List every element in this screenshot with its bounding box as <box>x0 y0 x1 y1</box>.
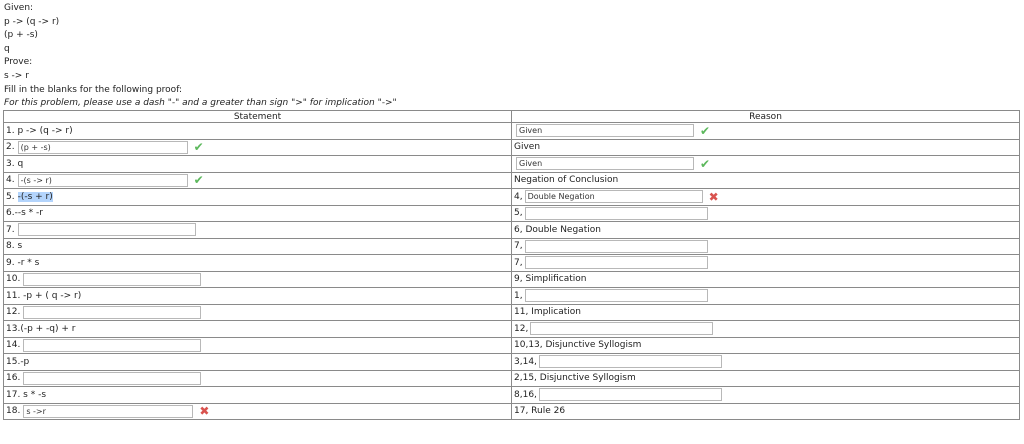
proof-row <box>4 139 1020 156</box>
reason-cell <box>512 370 1020 387</box>
reason-text: 11, Implication <box>514 307 582 318</box>
statement-input[interactable]: -(s -> r) <box>18 174 188 187</box>
statement-cell <box>4 271 512 288</box>
reason-text: 6, Double Negation <box>514 224 601 235</box>
statement-cell <box>4 370 512 387</box>
reason-cell <box>512 337 1020 354</box>
proof-row <box>4 288 1020 305</box>
statement-cell <box>4 238 512 255</box>
prove-label: Prove: <box>4 57 33 68</box>
reason-text: 8,16, <box>514 389 537 400</box>
statement-input[interactable] <box>18 223 196 236</box>
reason-text: 17, Rule 26 <box>514 406 566 417</box>
proof-row <box>4 255 1020 272</box>
reason-text: 2,15, Disjunctive Syllogism <box>514 373 636 384</box>
proof-row <box>4 370 1020 387</box>
reason-text: 5, <box>514 208 523 219</box>
instruction-text: Fill in the blanks for the following proof: <box>4 84 183 95</box>
problem-header <box>4 2 1014 111</box>
statement-cell <box>4 304 512 321</box>
reason-text: Given <box>514 142 541 153</box>
reason-input[interactable] <box>530 322 713 335</box>
correct-check-icon: ✔ <box>700 123 711 138</box>
incorrect-cross-icon: ✖ <box>199 404 210 419</box>
statement-input[interactable]: (p + -s) <box>18 141 188 154</box>
proof-row <box>4 304 1020 321</box>
correct-check-icon: ✔ <box>193 140 204 155</box>
statement-text: 5. <box>6 191 15 202</box>
statement-text: 9. -r * s <box>6 257 40 268</box>
proof-row <box>4 205 1020 222</box>
statement-text: 18. <box>6 406 21 417</box>
reason-text: 7, <box>514 241 523 252</box>
statement-text: 14. <box>6 340 21 351</box>
reason-cell <box>512 271 1020 288</box>
premise-1: p -> (q -> r) <box>4 16 60 27</box>
goal-statement: s -> r <box>4 70 29 81</box>
statement-input[interactable]: s ->r <box>23 405 193 418</box>
proof-row <box>4 271 1020 288</box>
proof-row <box>4 189 1020 206</box>
statement-text: 11. -p + ( q -> r) <box>6 290 82 301</box>
reason-cell <box>512 354 1020 371</box>
given-label: Given: <box>4 3 34 13</box>
proof-row <box>4 321 1020 338</box>
reason-input[interactable]: Given <box>516 124 694 137</box>
statement-input[interactable] <box>23 339 201 352</box>
reason-input[interactable]: Given <box>516 157 694 170</box>
proof-row <box>4 337 1020 354</box>
reason-input[interactable] <box>539 388 722 401</box>
premise-2: (p + -s) <box>4 30 38 41</box>
statement-text: 12. <box>6 307 21 318</box>
proof-table <box>3 110 1020 420</box>
reason-cell <box>512 387 1020 404</box>
statement-cell <box>4 321 512 338</box>
statement-text: 6.--s * -r <box>6 208 43 219</box>
statement-cell <box>4 288 512 305</box>
statement-cell <box>4 387 512 404</box>
statement-text: 4. <box>6 175 15 186</box>
reason-cell <box>512 304 1020 321</box>
reason-input[interactable] <box>539 355 722 368</box>
reason-cell <box>512 403 1020 420</box>
statement-text: 8. s <box>6 241 23 252</box>
proof-row <box>4 403 1020 420</box>
statement-cell <box>4 172 512 189</box>
correct-check-icon: ✔ <box>193 173 204 188</box>
statement-input[interactable] <box>23 372 201 385</box>
incorrect-cross-icon: ✖ <box>708 189 719 204</box>
reason-text: 3,14, <box>514 356 537 367</box>
statement-cell <box>4 205 512 222</box>
reason-cell <box>512 255 1020 272</box>
statement-input[interactable] <box>23 306 201 319</box>
statement-text: 16. <box>6 373 21 384</box>
proof-row <box>4 387 1020 404</box>
reason-text: Negation of Conclusion <box>514 175 619 186</box>
statement-column-header: Statement <box>4 111 512 123</box>
reason-text: 1, <box>514 290 523 301</box>
statement-text: 10. <box>6 274 21 285</box>
statement-cell <box>4 139 512 156</box>
reason-text: 7, <box>514 257 523 268</box>
reason-input[interactable] <box>525 207 708 220</box>
reason-text: 9, Simplification <box>514 274 587 285</box>
reason-cell <box>512 139 1020 156</box>
proof-row <box>4 156 1020 173</box>
reason-cell <box>512 238 1020 255</box>
statement-selected-text[interactable]: -(-s + r) <box>17 191 53 202</box>
statement-cell <box>4 255 512 272</box>
reason-text: 4, <box>514 191 523 202</box>
statement-text: 7. <box>6 224 15 235</box>
proof-row <box>4 238 1020 255</box>
reason-cell <box>512 123 1020 140</box>
proof-row <box>4 354 1020 371</box>
implication-note: For this problem, please use a dash "-" and a greater than sign ">" for implication "->" <box>4 98 397 109</box>
proof-row <box>4 172 1020 189</box>
statement-cell <box>4 123 512 140</box>
premise-3: q <box>4 43 10 54</box>
proof-row <box>4 222 1020 239</box>
reason-cell <box>512 172 1020 189</box>
statement-cell <box>4 337 512 354</box>
statement-cell <box>4 222 512 239</box>
correct-check-icon: ✔ <box>700 156 711 171</box>
reason-cell <box>512 321 1020 338</box>
statement-cell <box>4 354 512 371</box>
statement-text: 1. p -> (q -> r) <box>6 125 73 136</box>
reason-cell <box>512 205 1020 222</box>
statement-text: 15.-p <box>6 356 30 367</box>
reason-input[interactable] <box>525 256 708 269</box>
statement-cell <box>4 189 512 206</box>
proof-row <box>4 123 1020 140</box>
statement-cell <box>4 156 512 173</box>
reason-text: 12, <box>514 323 529 334</box>
statement-text: 13.(-p + -q) + r <box>6 323 76 334</box>
reason-column-header: Reason <box>512 111 1020 123</box>
reason-input[interactable]: Double Negation <box>525 190 703 203</box>
reason-cell <box>512 189 1020 206</box>
reason-input[interactable] <box>525 240 708 253</box>
statement-text: 17. s * -s <box>6 389 47 400</box>
statement-text: 2. <box>6 142 15 153</box>
reason-cell <box>512 222 1020 239</box>
statement-input[interactable] <box>23 273 201 286</box>
reason-cell <box>512 156 1020 173</box>
statement-cell <box>4 403 512 420</box>
statement-text: 3. q <box>6 158 24 169</box>
reason-input[interactable] <box>525 289 708 302</box>
reason-cell <box>512 288 1020 305</box>
reason-text: 10,13, Disjunctive Syllogism <box>514 340 642 351</box>
